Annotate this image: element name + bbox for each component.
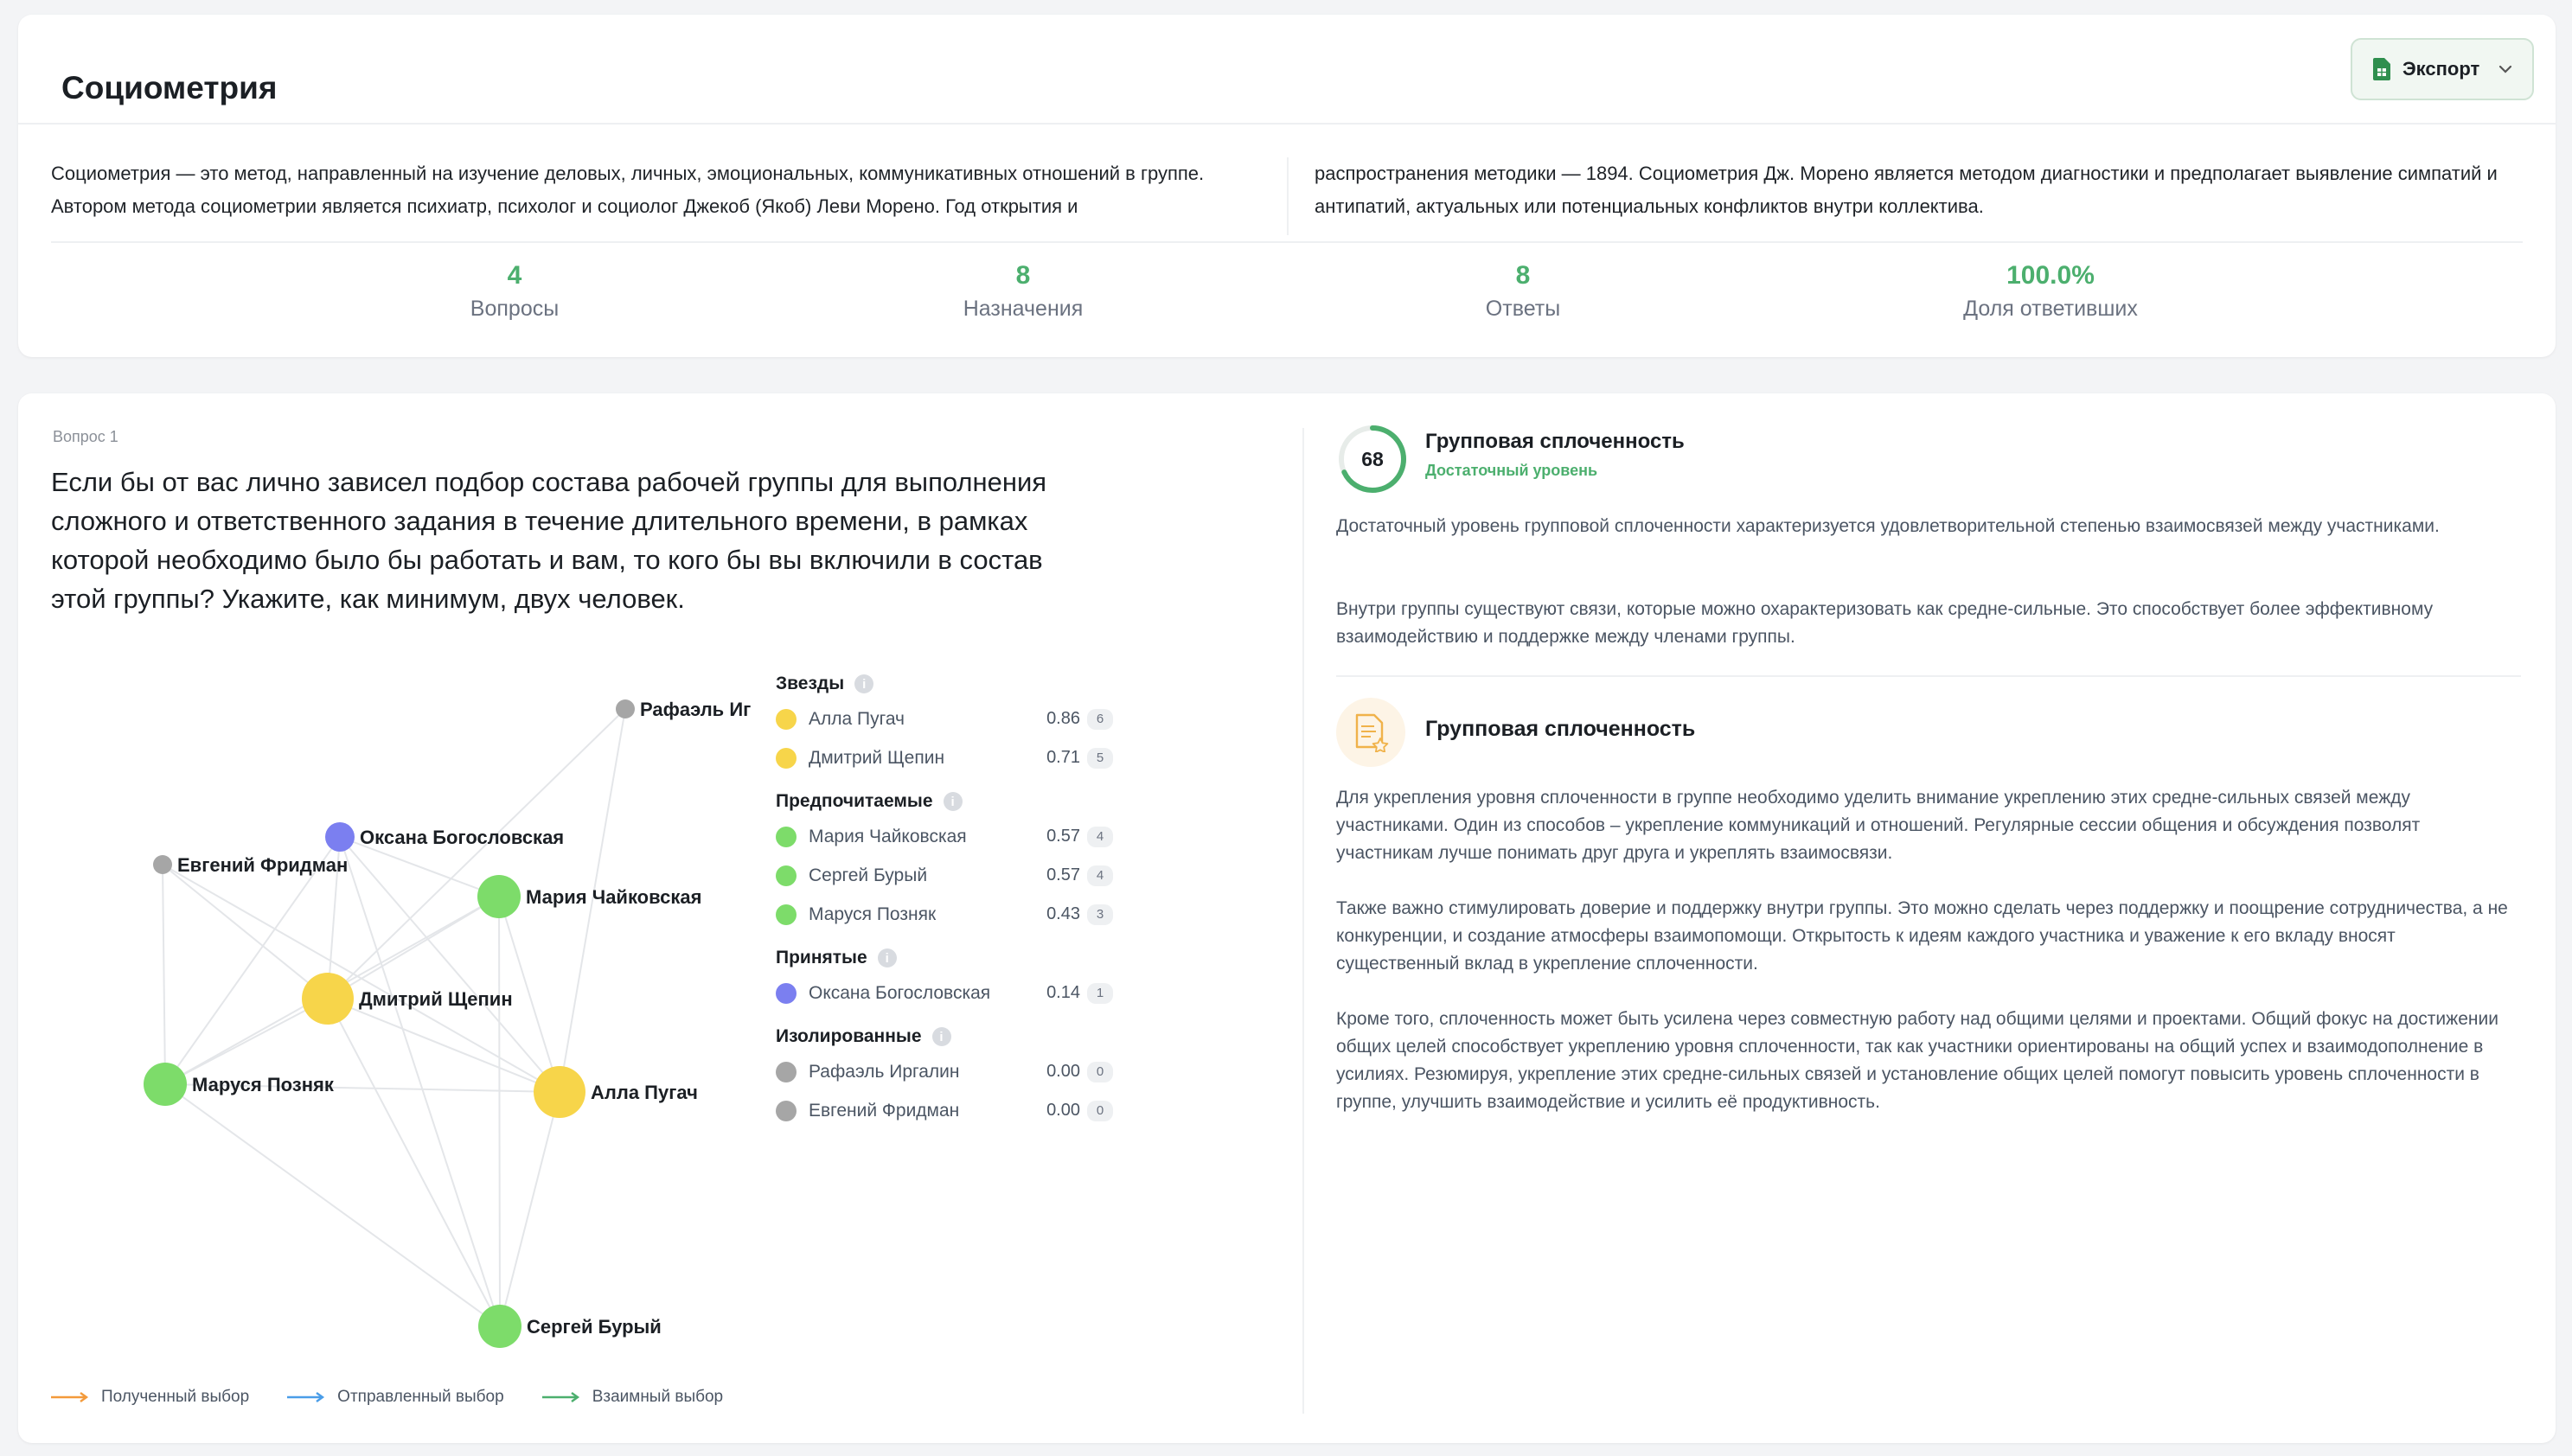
status-dot — [776, 904, 797, 925]
group-title — [776, 1021, 1139, 1052]
recommendation-p1: Для укрепления уровня сплоченности в группе необходимо уделить внимание укреплению этих средне-сильных связей между участниками. Один из способов – укрепление коммуникаций и отношений. Регулярные сессии общения и обсуждения позволят участникам лучше понимать друг друга и укреплять взаимосвязи. — [1336, 788, 2421, 863]
stat-value: 8 — [1015, 261, 1031, 290]
chevron-down-icon — [2497, 61, 2514, 78]
question-number: Вопрос 1 — [53, 428, 118, 445]
graph-edge — [328, 999, 560, 1092]
choice-count-badge: 6 — [1087, 709, 1113, 730]
graph-nodes — [144, 699, 751, 1348]
group-title-text: Принятые — [776, 948, 867, 967]
info-icon[interactable]: i — [944, 792, 963, 811]
cohesion-score: 68 — [1361, 447, 1384, 470]
member-name: Алла Пугач — [809, 708, 905, 729]
graph-node[interactable] — [302, 973, 513, 1025]
node-circle[interactable] — [477, 875, 521, 918]
node-circle[interactable] — [302, 973, 354, 1025]
stat-label: Ответы — [1485, 297, 1561, 321]
member-row[interactable] — [776, 1052, 1139, 1091]
member-name: Маруся Позняк — [809, 904, 937, 924]
graph-edge — [340, 837, 560, 1092]
graph-node[interactable] — [478, 1305, 662, 1348]
status-group — [776, 786, 1139, 934]
stat-assignments — [850, 259, 1196, 324]
cohesion-text-2: Внутри группы существуют связи, которые можно охарактеризовать как средне-сильные. Это способствует более эффективному взаимодействию и поддержке между членами группы. — [1336, 599, 2434, 647]
group-title — [776, 786, 1139, 817]
graph-node[interactable] — [616, 699, 751, 720]
member-score: 0.00 — [1046, 1062, 1080, 1081]
panel-divider — [1302, 428, 1304, 1414]
node-label: Рафаэль Иг — [640, 699, 752, 720]
graph-node[interactable] — [153, 854, 348, 876]
recommendation-title: Групповая сплоченность — [1425, 717, 1696, 741]
node-label: Евгений Фридман — [177, 854, 349, 876]
description-divider — [1287, 157, 1289, 235]
legend-mutual — [542, 1388, 723, 1407]
node-circle[interactable] — [144, 1063, 187, 1106]
legend-received — [51, 1388, 249, 1407]
node-label: Алла Пугач — [591, 1082, 698, 1103]
node-circle[interactable] — [616, 699, 635, 718]
member-name: Сергей Бурый — [809, 865, 928, 885]
info-icon[interactable]: i — [932, 1027, 951, 1046]
node-circle[interactable] — [478, 1305, 521, 1348]
member-row[interactable] — [776, 738, 1139, 777]
graph-edge — [500, 1092, 560, 1326]
question-text: Если бы от вас лично зависел подбор состава рабочей группы для выполнения сложного и ответственного задания в течение длительного времени, в рамках которой необходимо было бы работать и вам, то кого бы вы включили в состав этой группы? Укажите, как минимум, двух человек. — [51, 467, 1047, 614]
export-label: Экспорт — [2402, 58, 2480, 80]
group-title — [776, 942, 1139, 974]
member-score: 0.14 — [1046, 983, 1080, 1002]
member-row[interactable] — [776, 1091, 1139, 1130]
status-dot — [776, 1101, 797, 1121]
member-name: Дмитрий Щепин — [809, 747, 945, 768]
stat-value: 100.0% — [2006, 261, 2095, 290]
stat-value: 4 — [507, 261, 522, 290]
graph-node[interactable] — [477, 875, 701, 918]
status-group — [776, 942, 1139, 1012]
graph-node[interactable] — [534, 1066, 698, 1118]
description-right: распространения методики — 1894. Социометрия Дж. Морено является методом диагностики и предполагает выявление симпатий и антипатий, актуальных или потенциальных конфликтов внутри коллектива. — [1315, 163, 2498, 217]
graph-legend — [51, 1388, 723, 1407]
stat-label: Вопросы — [470, 297, 560, 321]
choice-count-badge: 0 — [1087, 1062, 1113, 1082]
cohesion-level: Достаточный уровень — [1425, 462, 1598, 479]
member-score: 0.57 — [1046, 865, 1080, 884]
graph-edge — [163, 865, 328, 999]
status-dot — [776, 827, 797, 847]
status-dot — [776, 865, 797, 886]
node-label: Маруся Позняк — [192, 1074, 334, 1095]
sociogram-graph[interactable] — [18, 393, 779, 1379]
info-icon[interactable]: i — [854, 674, 873, 693]
stat-label: Доля ответивших — [1963, 297, 2138, 321]
choice-count-badge: 3 — [1087, 904, 1113, 925]
stat-answers — [1350, 259, 1696, 324]
stat-label: Назначения — [963, 297, 1084, 321]
legend-label: Полученный выбор — [101, 1388, 250, 1406]
member-name: Мария Чайковская — [809, 826, 967, 846]
group-title — [776, 668, 1139, 699]
stat-response-rate — [1878, 259, 2223, 324]
status-dot — [776, 748, 797, 769]
overview-card — [18, 15, 2556, 357]
graph-edge — [165, 1084, 500, 1326]
legend-sent — [287, 1388, 504, 1407]
graph-edge — [328, 709, 625, 999]
arrow-right-icon — [542, 1391, 580, 1403]
status-dot — [776, 709, 797, 730]
stat-value: 8 — [1515, 261, 1531, 290]
cohesion-title: Групповая сплоченность — [1425, 430, 1685, 453]
cohesion-text-1: Достаточный уровень групповой сплоченности характеризуется удовлетворительной степенью взаимосвязей между участниками. — [1336, 516, 2440, 536]
member-row[interactable] — [776, 817, 1139, 856]
member-score: 0.71 — [1046, 748, 1080, 767]
member-row[interactable] — [776, 974, 1139, 1012]
spreadsheet-file-icon — [2373, 58, 2390, 80]
member-row[interactable] — [776, 856, 1139, 895]
graph-edges — [163, 709, 625, 1326]
stats-divider — [51, 241, 2523, 243]
recommendation-p2: Также важно стимулировать доверие и поддержку внутри группы. Это можно сделать через поддержку и поощрение сотрудничества, а не конкуренции, и создание атмосферы взаимопомощи. Открытость к идеям каждого участника и уважение к его вкладу вносят существенный вклад в укрепление сплоченности. — [1336, 898, 2508, 974]
status-group — [776, 668, 1139, 777]
graph-edge — [328, 999, 500, 1326]
member-row[interactable] — [776, 895, 1139, 934]
description-left: Социометрия — это метод, направленный на изучение деловых, личных, эмоциональных, коммуникативных отношений в группе. Автором метода социометрии является психиатр, психолог и социолог Джекоб (Якоб) Леви Морено. Год открытия и — [51, 163, 1205, 217]
arrow-right-icon — [51, 1391, 89, 1403]
legend-label: Взаимный выбор — [592, 1388, 724, 1406]
member-score: 0.00 — [1046, 1101, 1080, 1120]
node-label: Дмитрий Щепин — [359, 988, 513, 1010]
info-icon[interactable]: i — [878, 948, 897, 967]
group-title-text: Изолированные — [776, 1026, 922, 1046]
page-title: Социометрия — [61, 70, 278, 105]
graph-node[interactable] — [144, 1063, 335, 1106]
legend-label: Отправленный выбор — [337, 1388, 504, 1406]
graph-edge — [499, 897, 500, 1326]
export-button[interactable] — [2351, 38, 2534, 100]
member-name: Рафаэль Иргалин — [809, 1061, 960, 1082]
arrow-right-icon — [287, 1391, 325, 1403]
member-row[interactable] — [776, 699, 1139, 738]
member-score: 0.86 — [1046, 709, 1080, 728]
choice-count-badge: 4 — [1087, 865, 1113, 886]
status-dot — [776, 983, 797, 1004]
status-dot — [776, 1062, 797, 1082]
graph-node[interactable] — [325, 822, 564, 852]
node-label: Сергей Бурый — [527, 1316, 662, 1338]
node-circle[interactable] — [153, 855, 172, 874]
graph-edge — [165, 999, 328, 1084]
stat-questions — [342, 259, 688, 324]
recommendation-p3: Кроме того, сплоченность может быть усилена через совместную работу над общими целями и проектами. Общий фокус на достижении общих целей способствует укреплению уровня сплоченности, так как участники ориентированы на общий успех и взаимодополнение в усилиях. Резюмируя, укрепление этих средне-сильных связей и установление общих целей помогут повысить уровень сплоченности в группе, улучшить взаимодействие и усилить её продуктивность. — [1336, 1009, 2498, 1112]
status-groups — [776, 668, 1139, 1139]
graph-edge — [163, 865, 165, 1084]
node-circle[interactable] — [534, 1066, 585, 1118]
member-score: 0.57 — [1046, 827, 1080, 846]
question-card — [18, 393, 2556, 1443]
choice-count-badge: 0 — [1087, 1101, 1113, 1121]
group-title-text: Предпочитаемые — [776, 791, 933, 811]
member-score: 0.43 — [1046, 904, 1080, 923]
node-label: Мария Чайковская — [526, 886, 702, 908]
node-circle[interactable] — [325, 822, 355, 852]
header-divider — [18, 123, 2556, 125]
member-name: Оксана Богословская — [809, 982, 991, 1003]
document-star-icon — [1352, 712, 1390, 752]
section-divider — [1336, 675, 2521, 677]
recommendation-icon — [1336, 698, 1405, 767]
choice-count-badge: 4 — [1087, 827, 1113, 847]
status-group — [776, 1021, 1139, 1130]
choice-count-badge: 1 — [1087, 983, 1113, 1004]
group-title-text: Звезды — [776, 674, 845, 693]
node-label: Оксана Богословская — [360, 827, 565, 848]
choice-count-badge: 5 — [1087, 748, 1113, 769]
member-name: Евгений Фридман — [809, 1100, 960, 1121]
